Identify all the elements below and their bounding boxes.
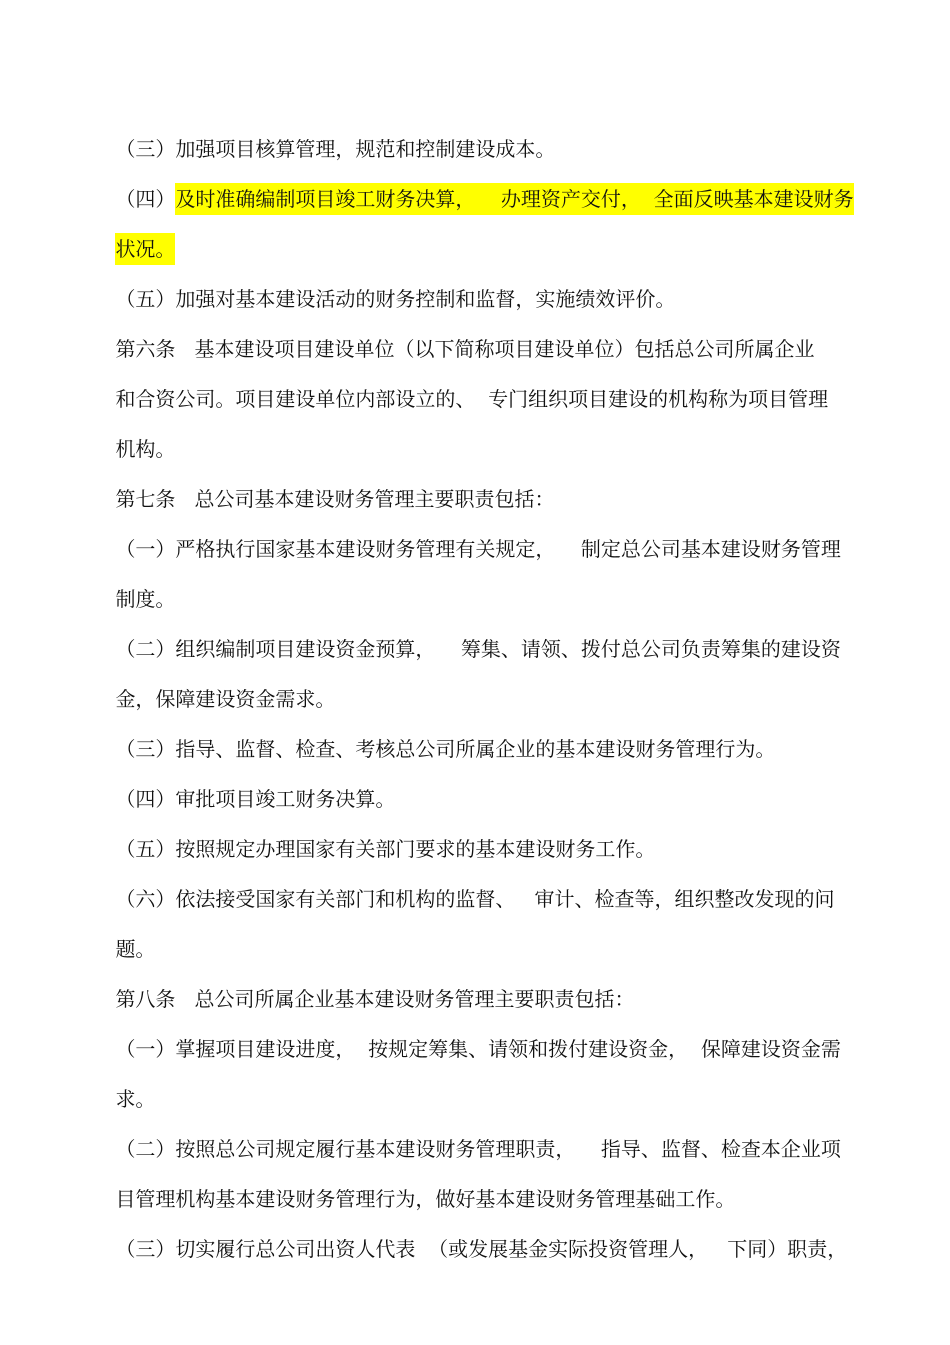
text-line <box>90 354 828 444</box>
line-text: 题。 <box>115 937 156 961</box>
text-line <box>90 154 854 244</box>
line-prefix: （四） <box>115 187 176 211</box>
line-text: （一）掌握项目建设进度， 按规定筹集、请领和拨付建设资金， 保障建设资金需 <box>115 1037 841 1061</box>
line-text: （一）严格执行国家基本建设财务管理有关规定， 制定总公司基本建设财务管理 <box>115 537 841 561</box>
line-text: （六）依法接受国家有关部门和机构的监督、 审计、检查等，组织整改发现的问 <box>115 887 835 911</box>
line-text: （三）指导、监督、检查、考核总公司所属企业的基本建设财务管理行为。 <box>115 737 776 761</box>
line-text: （五）加强对基本建设活动的财务控制和监督，实施绩效评价。 <box>115 287 676 311</box>
text-line <box>90 854 835 944</box>
line-text: 机构。 <box>115 437 176 461</box>
line-text: 和合资公司。项目建设单位内部设立的、 专门组织项目建设的机构称为项目管理 <box>115 387 829 411</box>
line-text: 第八条 总公司所属企业基本建设财务管理主要职责包括： <box>115 987 635 1011</box>
highlighted-text: 及时准确编制项目竣工财务决算， 办理资产交付， 全面反映基本建设财务 <box>175 183 853 215</box>
line-text: （二）按照总公司规定履行基本建设财务管理职责， 指导、监督、检查本企业项 <box>115 1137 841 1161</box>
text-line <box>90 504 841 594</box>
line-text: （三）切实履行总公司出资人代表 （或发展基金实际投资管理人， 下同）职责， <box>115 1237 848 1261</box>
line-text: 金，保障建设资金需求。 <box>115 687 336 711</box>
text-line <box>90 1204 847 1294</box>
line-text: （四）审批项目竣工财务决算。 <box>115 787 396 811</box>
line-text: （二）组织编制项目建设资金预算， 筹集、请领、拨付总公司负责筹集的建设资 <box>115 637 841 661</box>
line-text: （三）加强项目核算管理，规范和控制建设成本。 <box>115 137 556 161</box>
line-text: 第六条 基本建设项目建设单位（以下简称项目建设单位）包括总公司所属企业 <box>115 337 815 361</box>
line-text: 目管理机构基本建设财务管理行为，做好基本建设财务管理基础工作。 <box>115 1187 736 1211</box>
line-text: （五）按照规定办理国家有关部门要求的基本建设财务工作。 <box>115 837 656 861</box>
text-line <box>90 1004 841 1094</box>
line-text: 制度。 <box>115 587 176 611</box>
highlighted-text: 状况。 <box>115 233 175 265</box>
line-text: 求。 <box>115 1087 156 1111</box>
line-text: 第七条 总公司基本建设财务管理主要职责包括： <box>115 487 555 511</box>
